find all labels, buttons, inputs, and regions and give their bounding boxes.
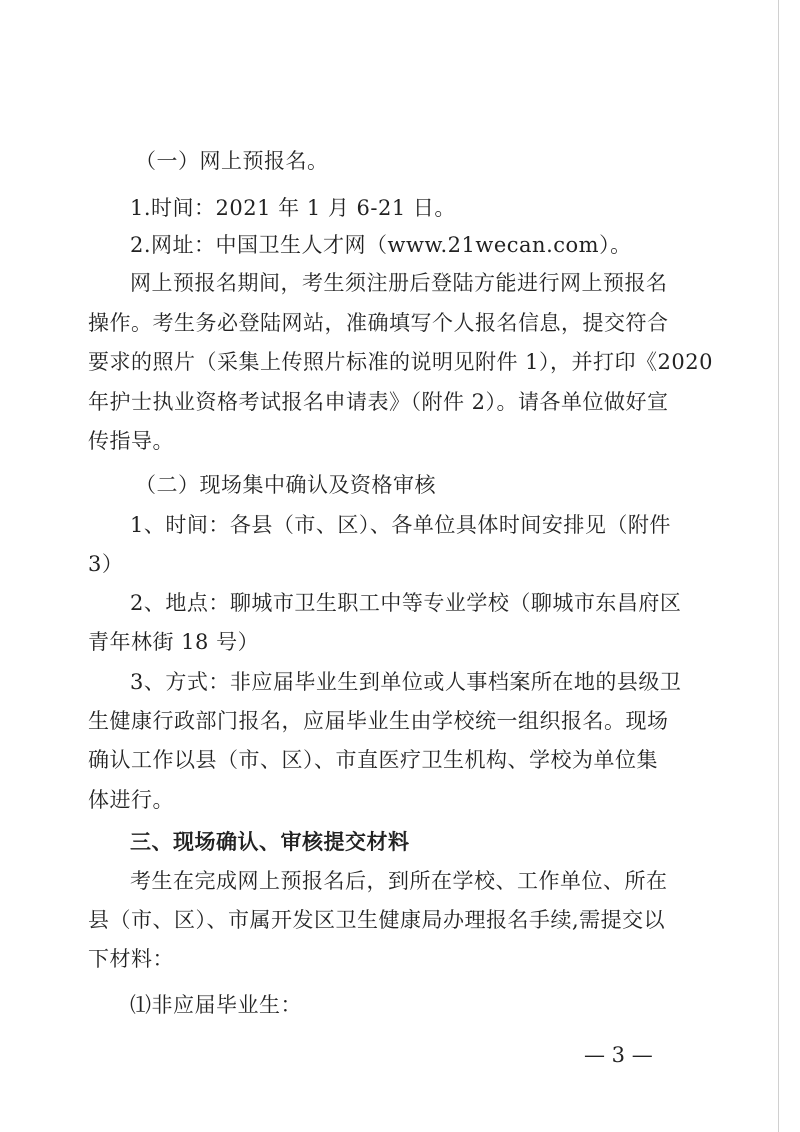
page-number: — 3 — — [584, 1043, 653, 1067]
section-heading-materials: 三、现场确认、审核提交材料 — [130, 830, 410, 854]
paragraph-line: 2、地点：聊城市卫生职工中等专业学校（聊城市东昌府区 — [130, 591, 682, 615]
paragraph-line: 生健康行政部门报名，应届毕业生由学校统一组织报名。现场 — [88, 709, 669, 733]
paragraph-line: 2.网址：中国卫生人才网（www.21wecan.com）。 — [130, 233, 632, 257]
paragraph-line: ⑴非应届毕业生： — [130, 993, 302, 1017]
paragraph-line: 操作。考生务必登陆网站，准确填写个人报名信息，提交符合 — [88, 311, 669, 335]
paragraph-line: 青年林街 18 号） — [88, 630, 260, 654]
section-heading-onsite-confirmation: （二）现场集中确认及资格审核 — [135, 473, 436, 497]
paragraph-line: 下材料： — [88, 947, 174, 971]
paragraph-line: 年护士执业资格考试报名申请表》（附件 2）。请各单位做好宣 — [88, 390, 669, 414]
paragraph-line: 3） — [88, 552, 124, 576]
paragraph-line: 1、时间：各县（市、区）、各单位具体时间安排见（附件 — [130, 513, 671, 537]
paragraph-line: 要求的照片（采集上传照片标准的说明见附件 1），并打印《2020 — [88, 350, 713, 374]
paragraph-line: 考生在完成网上预报名后，到所在学校、工作单位、所在 — [130, 869, 668, 893]
paragraph-line: 体进行。 — [88, 788, 174, 812]
page-edge-line — [778, 0, 779, 1132]
paragraph-line: 县（市、区）、市属开发区卫生健康局办理报名手续,需提交以 — [88, 908, 666, 932]
section-heading-online-preregistration: （一）网上预报名。 — [135, 149, 329, 173]
paragraph-line: 传指导。 — [88, 429, 174, 453]
paragraph-line: 3、方式：非应届毕业生到单位或人事档案所在地的县级卫 — [130, 670, 682, 694]
paragraph-line: 1.时间：2021 年 1 月 6-21 日。 — [130, 196, 456, 220]
paragraph-line: 网上预报名期间，考生须注册后登陆方能进行网上预报名 — [130, 271, 668, 295]
paragraph-line: 确认工作以县（市、区）、市直医疗卫生机构、学校为单位集 — [88, 748, 658, 772]
